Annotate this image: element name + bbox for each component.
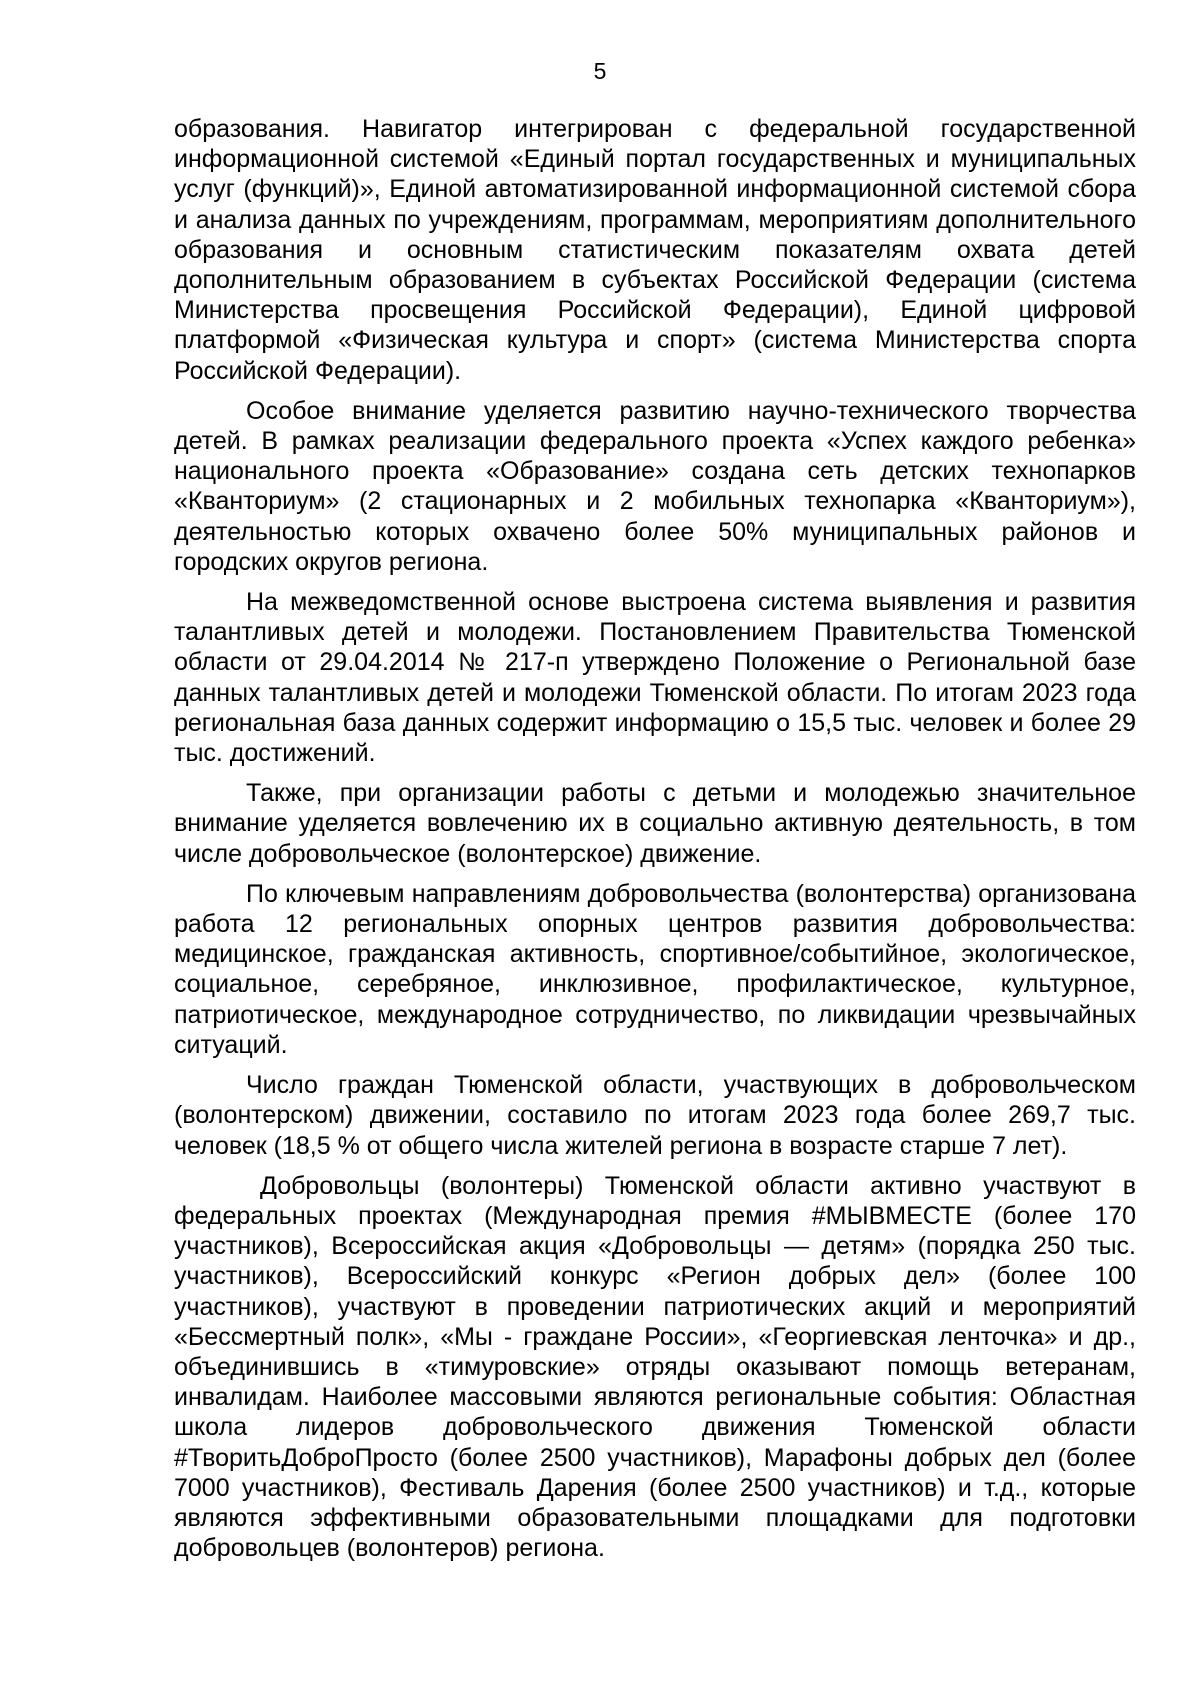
- paragraph-technical-creativity: Особое внимание уделяется развитию научно-технического творчества детей. В рамках реализации федерального проекта «Успех каждого ребенка» национального проекта «Образование» создана сеть детских технопарков «Кванториум» (2 стационарных и 2 мобильных технопарка «Кванториум»), деятельностью которых охвачено более 50% муниципальных районов и городских округов региона.: [174, 396, 1136, 576]
- page-number: 5: [593, 58, 607, 84]
- paragraph-volunteer-count: Число граждан Тюменской области, участвующих в добровольческом (волонтерском) движении, составило по итогам 2023 года более 269,7 тыс. человек (18,5 % от общего числа жителей региона в возрасте старше 7 лет).: [174, 1071, 1136, 1160]
- paragraph-navigator-integration: образования. Навигатор интегрирован с федеральной государственной информационной системой «Единый портал государственных и муниципальных услуг (функций)», Единой автоматизированной информационной системой сбора и анализа данных по учреждениям, программам, мероприятиям дополнительного образования и основным статистическим показателям охвата детей дополнительным образованием в субъектах Российской Федерации (система Министерства просвещения Российской Федерации), Единой цифровой платформой «Физическая культура и спорт» (система Министерства спорта Российской Федерации).: [174, 115, 1136, 385]
- paragraph-social-activity: Также, при организации работы с детьми и молодежью значительное внимание уделяется вовлечению их в социально активную деятельность, в том числе добровольческое (волонтерское) движение.: [174, 779, 1136, 868]
- paragraph-volunteer-centers: По ключевым направлениям добровольчества (волонтерства) организована работа 12 региональных опорных центров развития добровольчества: медицинское, гражданская активность, спортивное/событийное, экологическое, социальное, серебряное, инклюзивное, профилактическое, культурное, патриотическое, международное сотрудничество, по ликвидации чрезвычайных ситуаций.: [174, 879, 1136, 1059]
- document-body: [174, 114, 1136, 1573]
- paragraph-volunteer-projects: Добровольцы (волонтеры) Тюменской области активно участвуют в федеральных проектах (Международная премия #МЫВМЕСТЕ (более 170 участников), Всероссийская акция «Добровольцы — детям» (порядка 250 тыс. участников), Всероссийский конкурс «Регион добрых дел» (более 100 участников), участвуют в проведении патриотических акций и мероприятий «Бессмертный полк», «Мы - граждане России», «Георгиевская ленточка» и др., объединившись в «тимуровские» отряды оказывают помощь ветеранам, инвалидам. Наиболее массовыми являются региональные события: Областная школа лидеров добровольческого движения Тюменской области #ТворитьДоброПросто (более 2500 участников), Марафоны добрых дел (более 7000 участников), Фестиваль Дарения (более 2500 участников) и т.д., которые являются эффективными образовательными площадками для подготовки добровольцев (волонтеров) региона.: [174, 1171, 1136, 1563]
- paragraph-talented-youth: На межведомственной основе выстроена система выявления и развития талантливых детей и молодежи. Постановлением Правительства Тюменской области от 29.04.2014 № 217-п утверждено Положение о Региональной базе данных талантливых детей и молодежи Тюменской области. По итогам 2023 года региональная база данных содержит информацию о 15,5 тыс. человек и более 29 тыс. достижений.: [174, 588, 1136, 768]
